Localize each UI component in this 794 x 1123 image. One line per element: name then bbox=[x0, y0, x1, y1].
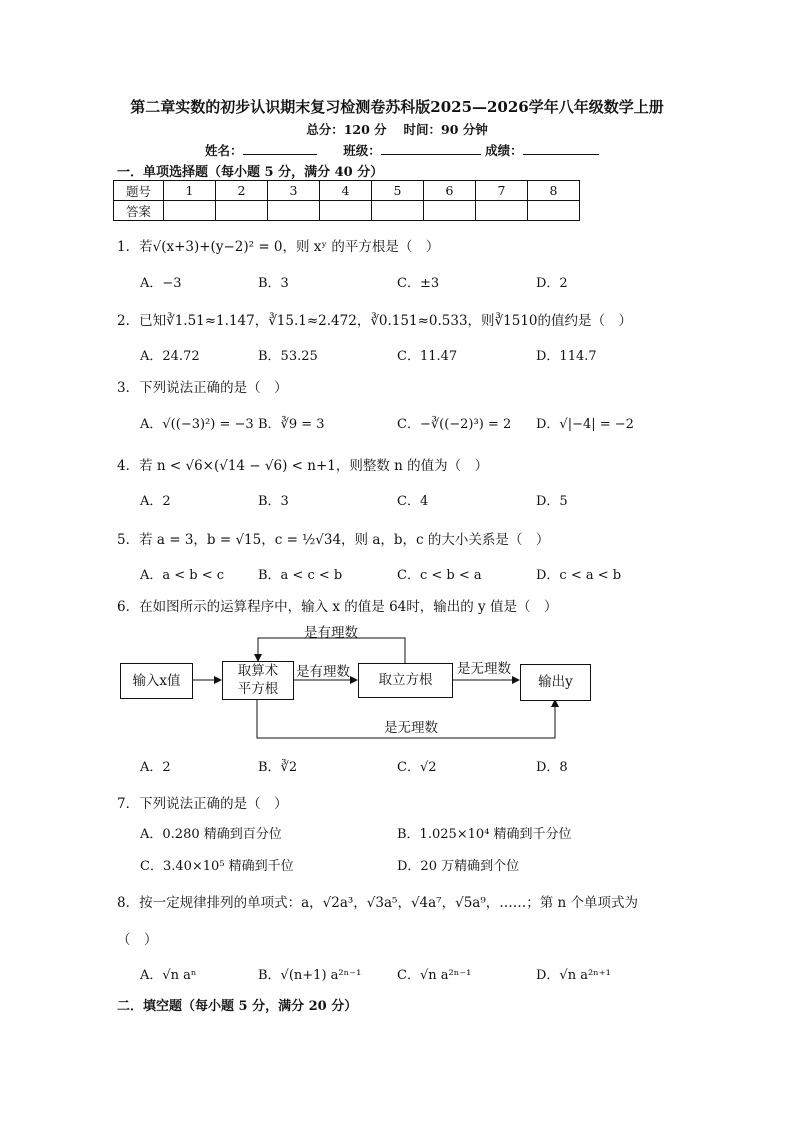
section1-heading: 一．单项选择题（每小题 5 分，满分 40 分） bbox=[117, 165, 384, 180]
q7-option-d[interactable]: D．20 万精确到个位 bbox=[397, 859, 520, 874]
class-blank[interactable] bbox=[381, 142, 481, 155]
table-number-cell: 7 bbox=[476, 181, 528, 201]
name-label: 姓名： bbox=[205, 143, 243, 158]
q6-option-d[interactable]: D．8 bbox=[536, 760, 568, 775]
q6-option-a[interactable]: A．2 bbox=[140, 760, 171, 775]
q2-option-a[interactable]: A．24.72 bbox=[140, 349, 200, 364]
q4-option-b[interactable]: B．3 bbox=[258, 494, 289, 509]
question-5-stem: 5．若 a = 3，b = √15，c = ½√34，则 a，b，c 的大小关系是（ ） bbox=[117, 532, 550, 548]
student-info-line bbox=[205, 141, 599, 159]
flow-sqrt-line1: 取算术 bbox=[237, 663, 279, 679]
flow-sqrt-box bbox=[222, 661, 294, 700]
q2-option-c[interactable]: C．11.47 bbox=[397, 349, 458, 364]
table-number-cell: 8 bbox=[528, 181, 580, 201]
table-header-cell: 答案 bbox=[114, 201, 164, 221]
answer-cell[interactable] bbox=[424, 201, 476, 221]
q8-option-a[interactable]: A．√n aⁿ bbox=[140, 968, 197, 983]
q3-option-d[interactable]: D．√|−4| = −2 bbox=[536, 417, 634, 432]
answer-cell[interactable] bbox=[268, 201, 320, 221]
name-blank[interactable] bbox=[243, 142, 317, 155]
q3-option-c[interactable]: C．−∛((−2)³) = 2 bbox=[397, 417, 512, 432]
flow-input-box: 输入x值 bbox=[120, 663, 193, 699]
q2-option-b[interactable]: B．53.25 bbox=[258, 349, 318, 364]
flow-output-box: 输出y bbox=[520, 664, 591, 701]
flow-top-label: 是有理数 bbox=[304, 625, 358, 641]
table-number-cell: 6 bbox=[424, 181, 476, 201]
grade-label: 成绩： bbox=[485, 143, 523, 158]
flow-mid-label-1: 是有理数 bbox=[296, 664, 350, 680]
answer-cell[interactable] bbox=[216, 201, 268, 221]
q6-option-c[interactable]: C．√2 bbox=[397, 760, 437, 775]
q8-option-d[interactable]: D．√n a²ⁿ⁺¹ bbox=[536, 968, 611, 983]
q8-option-c[interactable]: C．√n a²ⁿ⁻¹ bbox=[397, 968, 472, 983]
grade-blank[interactable] bbox=[523, 142, 599, 155]
table-header-cell: 题号 bbox=[114, 181, 164, 201]
table-number-cell: 3 bbox=[268, 181, 320, 201]
table-row bbox=[114, 181, 580, 201]
flow-mid-label-2: 是无理数 bbox=[457, 661, 511, 677]
q1-option-b[interactable]: B．3 bbox=[258, 276, 289, 291]
q8-option-b[interactable]: B．√(n+1) a²ⁿ⁻¹ bbox=[258, 968, 362, 983]
flow-sqrt-line2: 平方根 bbox=[237, 681, 279, 697]
answer-cell[interactable] bbox=[476, 201, 528, 221]
q4-option-a[interactable]: A．2 bbox=[140, 494, 171, 509]
question-1-stem: 1．若√(x+3)+(y−2)² = 0，则 xʸ 的平方根是（ ） bbox=[117, 239, 440, 255]
question-7-stem: 7．下列说法正确的是（ ） bbox=[117, 796, 288, 812]
answer-cell[interactable] bbox=[372, 201, 424, 221]
question-2-stem: 2．已知∛1.51≈1.147，∛15.1≈2.472，∛0.151≈0.533，则∛1510的值约是（ ） bbox=[117, 313, 632, 329]
q2-option-d[interactable]: D．114.7 bbox=[536, 349, 597, 364]
table-number-cell: 2 bbox=[216, 181, 268, 201]
table-number-cell: 4 bbox=[320, 181, 372, 201]
question-3-stem: 3．下列说法正确的是（ ） bbox=[117, 380, 288, 396]
q3-option-a[interactable]: A．√((−3)²) = −3 bbox=[140, 417, 254, 432]
answer-table bbox=[113, 180, 580, 221]
flow-cube-box: 取立方根 bbox=[358, 663, 453, 698]
q5-option-b[interactable]: B．a < c < b bbox=[258, 568, 343, 583]
answer-cell[interactable] bbox=[528, 201, 580, 221]
answer-cell[interactable] bbox=[164, 201, 216, 221]
q7-option-c[interactable]: C．3.40×10⁵ 精确到千位 bbox=[140, 859, 294, 874]
score-time: 总分：120 分 时间：90 分钟 bbox=[306, 122, 488, 137]
question-4-stem: 4．若 n < √6×(√14 − √6) < n+1，则整数 n 的值为（ ） bbox=[117, 458, 489, 474]
table-row bbox=[114, 201, 580, 221]
q1-option-c[interactable]: C．±3 bbox=[397, 276, 440, 291]
q3-option-b[interactable]: B．∛9 = 3 bbox=[258, 417, 325, 432]
answer-cell[interactable] bbox=[320, 201, 372, 221]
question-8-stem-cont: （ ） bbox=[117, 932, 158, 948]
q7-option-b[interactable]: B．1.025×10⁴ 精确到千分位 bbox=[397, 827, 572, 842]
question-6-stem: 6．在如图所示的运算程序中，输入 x 的值是 64时，输出的 y 值是（ ） bbox=[117, 599, 558, 615]
flow-bottom-label: 是无理数 bbox=[384, 720, 438, 736]
table-number-cell: 5 bbox=[372, 181, 424, 201]
question-8-stem: 8．按一定规律排列的单项式：a，√2a³，√3a⁵，√4a⁷，√5a⁹，……；第 n 个单项式为 bbox=[117, 895, 639, 911]
q5-option-c[interactable]: C．c < b < a bbox=[397, 568, 482, 583]
section2-heading: 二．填空题（每小题 5 分，满分 20 分） bbox=[117, 999, 358, 1014]
q7-option-a[interactable]: A．0.280 精确到百分位 bbox=[140, 827, 282, 842]
q5-option-a[interactable]: A．a < b < c bbox=[140, 568, 225, 583]
q4-option-c[interactable]: C．4 bbox=[397, 494, 429, 509]
document-title: 第二章实数的初步认识期末复习检测卷苏科版2025—2026学年八年级数学上册 bbox=[130, 98, 664, 116]
q1-option-d[interactable]: D．2 bbox=[536, 276, 568, 291]
q6-option-b[interactable]: B．∛2 bbox=[258, 760, 298, 775]
q4-option-d[interactable]: D．5 bbox=[536, 494, 568, 509]
q1-option-a[interactable]: A．−3 bbox=[140, 276, 182, 291]
q5-option-d[interactable]: D．c < a < b bbox=[536, 568, 622, 583]
table-number-cell: 1 bbox=[164, 181, 216, 201]
class-label: 班级： bbox=[343, 143, 381, 158]
